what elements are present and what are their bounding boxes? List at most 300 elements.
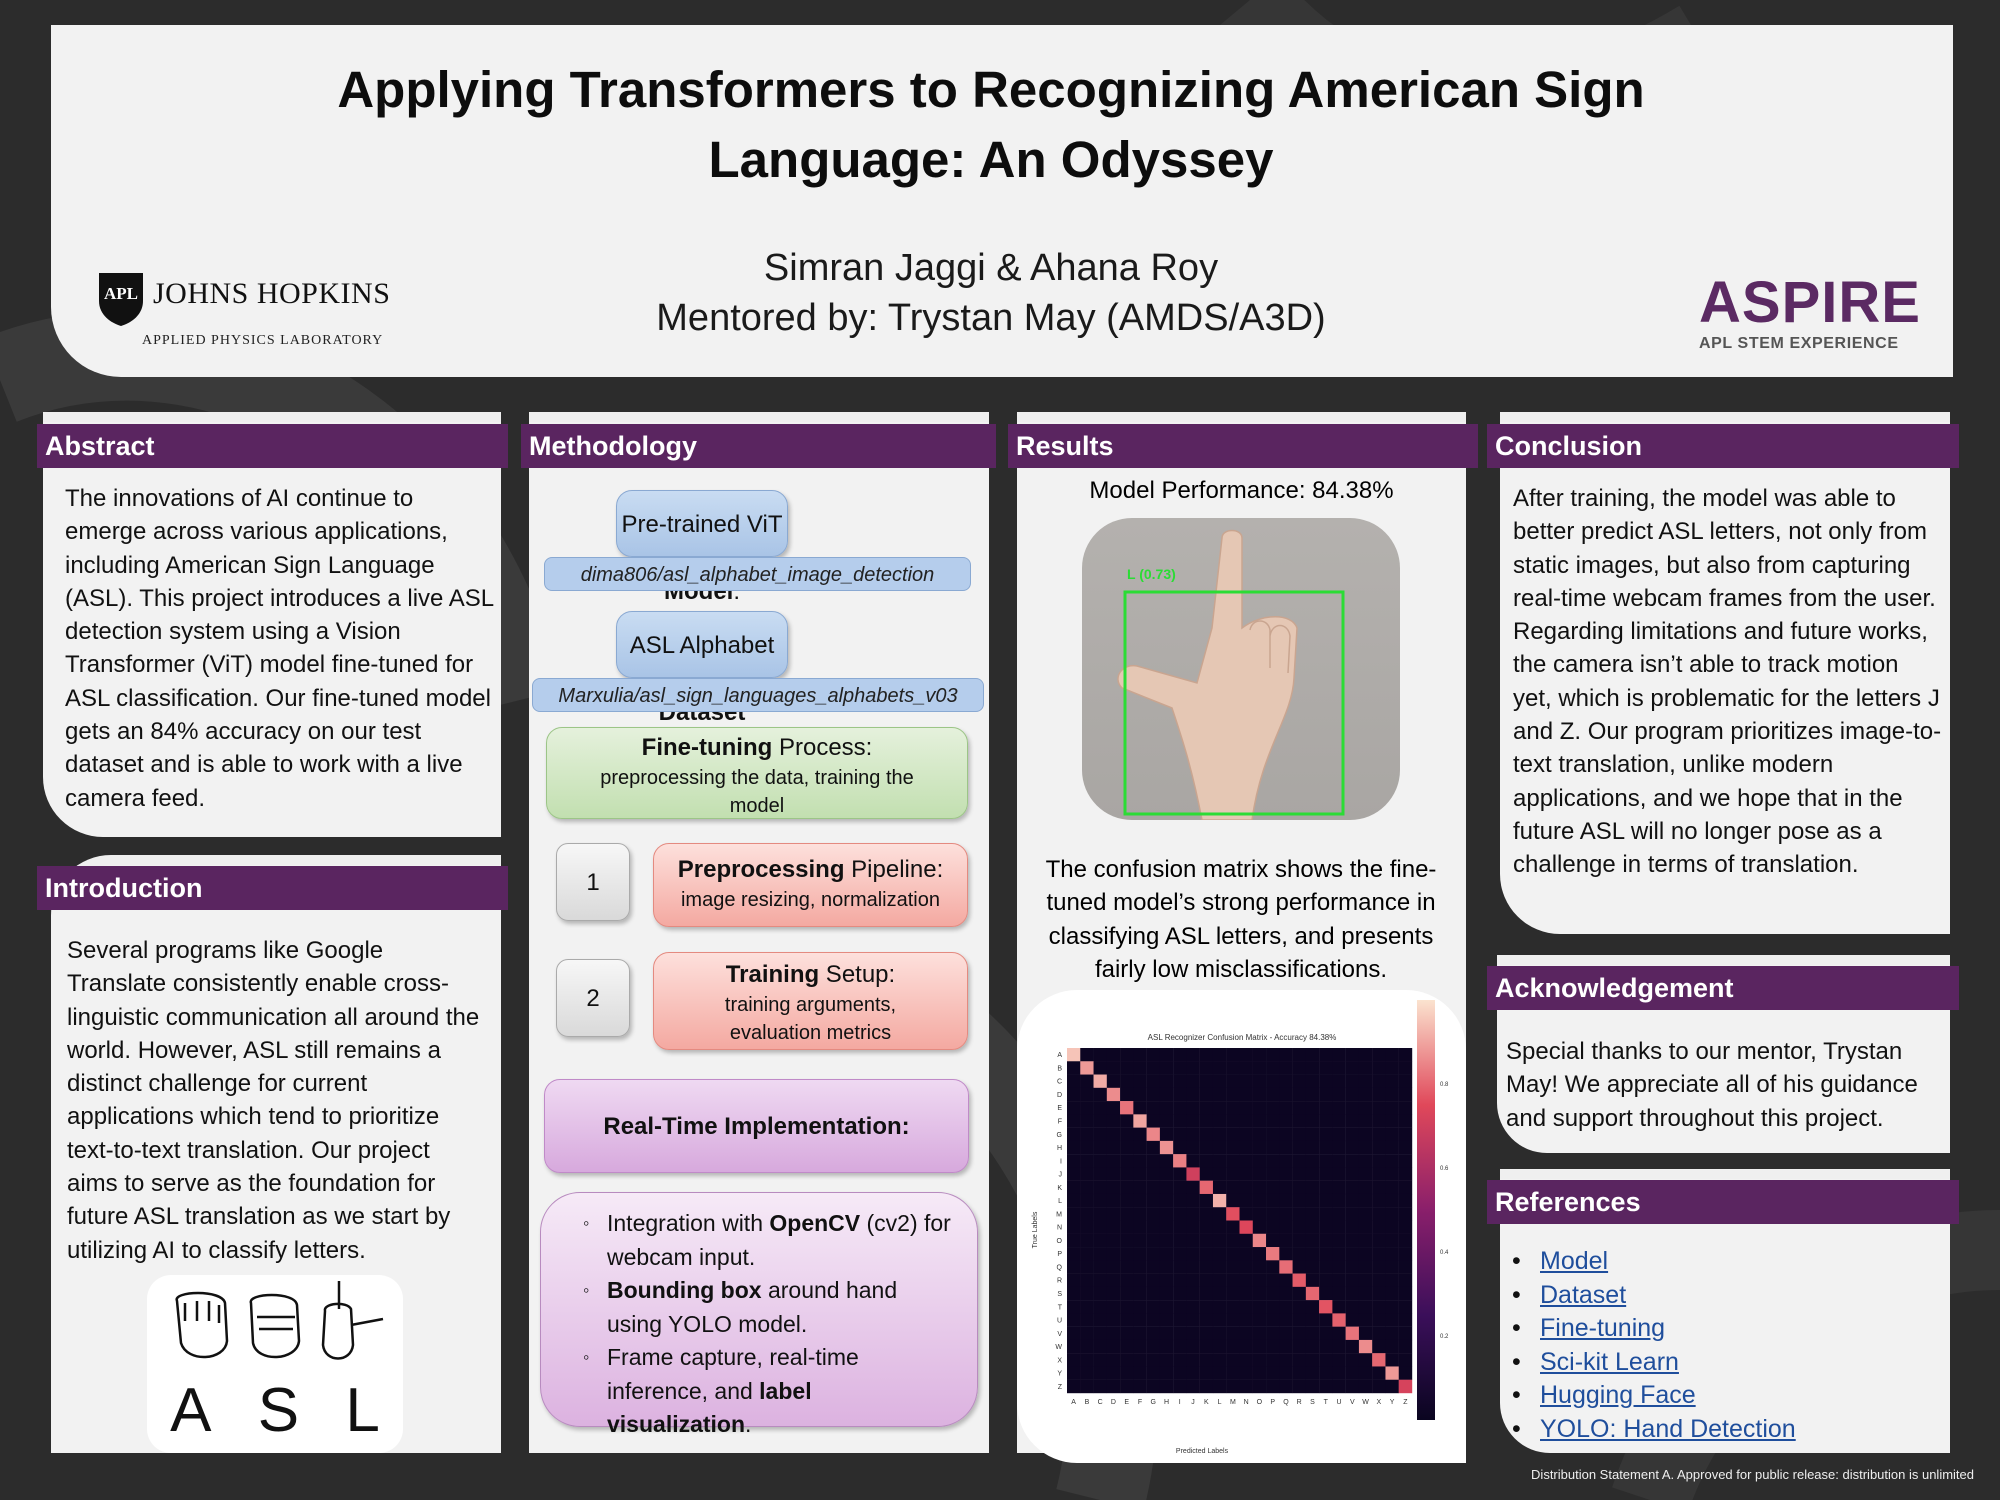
cm-cell xyxy=(1240,1366,1253,1379)
cm-cell xyxy=(1094,1061,1107,1074)
cm-cell xyxy=(1253,1274,1266,1287)
cm-cell xyxy=(1133,1300,1146,1313)
cm-cell xyxy=(1385,1313,1398,1326)
abstract-text: The innovations of AI continue to emerge across various applications, including American Sign Language (ASL). This project introduces a live ASL detection system using a Vision Transformer (ViT) model fine-tuned for ASL classification. Our fine-tuned model gets an 84% accuracy on our test dataset and is able to work with a live camera feed. xyxy=(65,485,494,812)
cm-x-tick: T xyxy=(1323,1399,1328,1406)
cm-cell xyxy=(1319,1167,1332,1180)
cm-cell xyxy=(1253,1167,1266,1180)
cm-cell xyxy=(1133,1340,1146,1353)
cm-cell xyxy=(1266,1221,1279,1234)
cm-cell xyxy=(1226,1260,1239,1273)
cm-cell xyxy=(1120,1234,1133,1247)
cm-cell xyxy=(1346,1366,1359,1379)
cm-cell xyxy=(1306,1221,1319,1234)
cm-cell xyxy=(1240,1260,1253,1273)
cm-cell xyxy=(1253,1061,1266,1074)
cm-cell xyxy=(1173,1234,1186,1247)
results-caption: The confusion matrix shows the fine-tuned model’s strong performance in classifying ASL letters, and presents fairly low misclassifications. xyxy=(1045,856,1437,983)
cm-cell xyxy=(1253,1194,1266,1207)
cm-cell xyxy=(1279,1260,1292,1273)
cm-cell xyxy=(1160,1048,1173,1061)
cm-cell xyxy=(1266,1366,1279,1379)
cm-cell xyxy=(1186,1380,1199,1393)
cm-cell xyxy=(1200,1327,1213,1340)
realtime-bullets xyxy=(581,1207,957,1442)
cm-cell xyxy=(1359,1048,1372,1061)
section-heading-conclusion: Conclusion xyxy=(1487,424,1959,468)
cm-cell xyxy=(1160,1380,1173,1393)
cm-cell xyxy=(1372,1274,1385,1287)
cm-y-tick: W xyxy=(1055,1344,1062,1352)
cm-cell xyxy=(1173,1313,1186,1326)
bullet-opencv xyxy=(581,1207,957,1274)
cm-cell xyxy=(1372,1287,1385,1300)
cm-cell xyxy=(1200,1167,1213,1180)
cm-cell xyxy=(1120,1380,1133,1393)
cm-y-tick: D xyxy=(1056,1091,1062,1099)
jhu-name: JOHNS HOPKINS xyxy=(153,277,391,310)
cm-cell xyxy=(1385,1075,1398,1088)
asl-letter-l: L xyxy=(345,1376,380,1445)
colorbar-tick: 0.6 xyxy=(1440,1166,1449,1172)
cm-cell xyxy=(1147,1048,1160,1061)
cm-cell xyxy=(1067,1128,1080,1141)
ref-item xyxy=(1500,1379,1796,1413)
cm-cell xyxy=(1133,1247,1146,1260)
cm-cell xyxy=(1332,1088,1345,1101)
cm-cell xyxy=(1279,1167,1292,1180)
cm-cell xyxy=(1107,1234,1120,1247)
cm-cell xyxy=(1240,1313,1253,1326)
cm-cell xyxy=(1399,1167,1412,1180)
cm-cell xyxy=(1200,1061,1213,1074)
cm-cell xyxy=(1147,1313,1160,1326)
cm-x-tick: O xyxy=(1256,1399,1263,1406)
cm-cell xyxy=(1133,1075,1146,1088)
cm-cell xyxy=(1240,1048,1253,1061)
authors: Simran Jaggi & Ahana Roy xyxy=(763,247,1219,289)
cm-cell xyxy=(1094,1101,1107,1114)
cm-cell xyxy=(1266,1154,1279,1167)
cm-cell xyxy=(1372,1114,1385,1127)
cm-cell xyxy=(1213,1287,1226,1300)
cm-cell xyxy=(1266,1300,1279,1313)
cm-x-tick: F xyxy=(1137,1399,1143,1406)
cm-cell xyxy=(1080,1101,1093,1114)
cm-cell xyxy=(1120,1207,1133,1220)
pretrained-model-box xyxy=(616,490,788,557)
cm-cell xyxy=(1266,1114,1279,1127)
cm-cell xyxy=(1359,1128,1372,1141)
cm-cell xyxy=(1173,1366,1186,1379)
cm-cell xyxy=(1253,1313,1266,1326)
cm-cell xyxy=(1160,1114,1173,1127)
cm-cell xyxy=(1147,1194,1160,1207)
cm-cell xyxy=(1359,1194,1372,1207)
cm-cell xyxy=(1200,1221,1213,1234)
cm-cell xyxy=(1266,1061,1279,1074)
cm-cell xyxy=(1293,1101,1306,1114)
cm-cell xyxy=(1385,1128,1398,1141)
cm-cell xyxy=(1359,1207,1372,1220)
cm-cell xyxy=(1306,1154,1319,1167)
cm-cell xyxy=(1107,1313,1120,1326)
cm-cell xyxy=(1226,1353,1239,1366)
cm-cell xyxy=(1120,1247,1133,1260)
cm-cell xyxy=(1240,1061,1253,1074)
cm-x-tick: U xyxy=(1336,1399,1342,1406)
cm-cell xyxy=(1253,1075,1266,1088)
cm-cell xyxy=(1173,1048,1186,1061)
shield-text: APL xyxy=(104,284,138,303)
cm-cell xyxy=(1332,1260,1345,1273)
cm-cell xyxy=(1226,1380,1239,1393)
cm-cell xyxy=(1399,1221,1412,1234)
cm-cell xyxy=(1147,1207,1160,1220)
cm-cell xyxy=(1319,1101,1332,1114)
cm-cell xyxy=(1372,1353,1385,1366)
cm-cell xyxy=(1107,1380,1120,1393)
cm-cell xyxy=(1399,1194,1412,1207)
cm-cell xyxy=(1107,1247,1120,1260)
cm-cell xyxy=(1279,1154,1292,1167)
cm-cell xyxy=(1332,1340,1345,1353)
cm-cell xyxy=(1226,1274,1239,1287)
cm-cell xyxy=(1186,1167,1199,1180)
cm-cell xyxy=(1080,1366,1093,1379)
cm-cell xyxy=(1173,1061,1186,1074)
cm-cell xyxy=(1160,1207,1173,1220)
cm-cell xyxy=(1293,1221,1306,1234)
cm-cell xyxy=(1094,1194,1107,1207)
cm-y-tick: P xyxy=(1057,1251,1062,1259)
cm-cell xyxy=(1240,1141,1253,1154)
cm-cell xyxy=(1107,1088,1120,1101)
cm-cell xyxy=(1319,1088,1332,1101)
ref-link-model[interactable]: Model xyxy=(1540,1247,1609,1275)
cm-cell xyxy=(1385,1366,1398,1379)
cm-cell xyxy=(1385,1167,1398,1180)
cm-cell xyxy=(1266,1075,1279,1088)
cm-cell xyxy=(1399,1048,1412,1061)
cm-cell xyxy=(1385,1300,1398,1313)
cm-cell xyxy=(1067,1048,1080,1061)
bullet-frame-capture xyxy=(581,1341,957,1442)
cm-y-tick: R xyxy=(1056,1277,1062,1285)
cm-cell xyxy=(1200,1141,1213,1154)
cm-cell xyxy=(1147,1181,1160,1194)
cm-cell xyxy=(1160,1088,1173,1101)
cm-cell xyxy=(1293,1327,1306,1340)
cm-cell xyxy=(1359,1221,1372,1234)
cm-cell xyxy=(1359,1141,1372,1154)
methodology-panel xyxy=(529,412,989,1453)
cm-cell xyxy=(1173,1181,1186,1194)
cm-cell xyxy=(1253,1234,1266,1247)
cm-cell xyxy=(1173,1247,1186,1260)
cm-cell xyxy=(1067,1313,1080,1326)
cm-x-tick: P xyxy=(1270,1399,1276,1406)
cm-y-tick: Z xyxy=(1057,1383,1062,1391)
cm-cell xyxy=(1094,1260,1107,1273)
cm-cell xyxy=(1372,1300,1385,1313)
cm-cell xyxy=(1372,1366,1385,1379)
cm-cell xyxy=(1094,1247,1107,1260)
cm-cell xyxy=(1213,1300,1226,1313)
cm-cell xyxy=(1359,1075,1372,1088)
cm-cell xyxy=(1200,1287,1213,1300)
cm-cell xyxy=(1186,1154,1199,1167)
cm-cell xyxy=(1332,1075,1345,1088)
cm-cell xyxy=(1173,1167,1186,1180)
ref-link-fine-tuning[interactable]: Fine-tuning xyxy=(1540,1314,1666,1342)
cm-cell xyxy=(1293,1313,1306,1326)
cm-cell xyxy=(1332,1207,1345,1220)
cm-cell xyxy=(1133,1380,1146,1393)
cm-cell xyxy=(1107,1221,1120,1234)
cm-cell xyxy=(1399,1234,1412,1247)
cm-cell xyxy=(1080,1260,1093,1273)
cm-cell xyxy=(1372,1101,1385,1114)
aspire-logo xyxy=(1699,270,1939,353)
ref-item xyxy=(1500,1413,1796,1447)
cm-cell xyxy=(1279,1114,1292,1127)
cm-cell xyxy=(1385,1061,1398,1074)
cm-cell xyxy=(1319,1300,1332,1313)
cm-cell xyxy=(1399,1247,1412,1260)
cm-cell xyxy=(1253,1048,1266,1061)
cm-cell xyxy=(1346,1088,1359,1101)
cm-cell xyxy=(1306,1340,1319,1353)
cm-cell xyxy=(1160,1167,1173,1180)
cm-cell xyxy=(1213,1380,1226,1393)
cm-cell xyxy=(1120,1287,1133,1300)
cm-cell xyxy=(1346,1380,1359,1393)
chart-ylabel: True Labels xyxy=(1032,1211,1039,1249)
cm-cell xyxy=(1120,1194,1133,1207)
cm-cell xyxy=(1080,1274,1093,1287)
ref-link-hugging-face[interactable]: Hugging Face xyxy=(1540,1381,1696,1409)
cm-cell xyxy=(1080,1048,1093,1061)
cm-cell xyxy=(1186,1181,1199,1194)
cm-cell xyxy=(1253,1207,1266,1220)
confusion-matrix-chart xyxy=(1017,990,1466,1463)
cm-cell xyxy=(1306,1247,1319,1260)
abstract-panel xyxy=(43,412,501,837)
cm-cell xyxy=(1067,1154,1080,1167)
cm-x-tick: Q xyxy=(1283,1399,1289,1406)
cm-cell xyxy=(1279,1128,1292,1141)
cm-x-tick: J xyxy=(1191,1399,1195,1406)
cm-cell xyxy=(1253,1353,1266,1366)
cm-cell xyxy=(1359,1287,1372,1300)
cm-y-tick: I xyxy=(1060,1158,1062,1166)
cm-cell xyxy=(1107,1287,1120,1300)
cm-cell xyxy=(1226,1128,1239,1141)
cm-cell xyxy=(1213,1194,1226,1207)
cm-cell xyxy=(1240,1287,1253,1300)
cm-cell xyxy=(1293,1287,1306,1300)
cm-cell xyxy=(1133,1327,1146,1340)
cm-cell xyxy=(1319,1340,1332,1353)
cm-cell xyxy=(1240,1207,1253,1220)
cm-cell xyxy=(1120,1167,1133,1180)
ref-link-scikit-learn[interactable]: Sci-kit Learn xyxy=(1540,1347,1679,1376)
cm-cell xyxy=(1160,1247,1173,1260)
cm-cell xyxy=(1160,1274,1173,1287)
cm-cell xyxy=(1385,1194,1398,1207)
cm-cell xyxy=(1160,1061,1173,1074)
cm-cell xyxy=(1213,1247,1226,1260)
cm-cell xyxy=(1240,1128,1253,1141)
cm-cell xyxy=(1160,1327,1173,1340)
cm-cell xyxy=(1200,1181,1213,1194)
b1-bold: OpenCV xyxy=(769,1210,861,1236)
cm-cell xyxy=(1213,1114,1226,1127)
cm-y-tick: F xyxy=(1057,1118,1062,1126)
cm-cell xyxy=(1213,1327,1226,1340)
realtime-title: Real-Time Implementation: xyxy=(603,1113,910,1140)
hand-l-icon xyxy=(1082,518,1400,820)
title-line-1: Applying Transformers to Recognizing American Sign xyxy=(337,61,1645,118)
cm-cell xyxy=(1306,1234,1319,1247)
cm-cell xyxy=(1213,1274,1226,1287)
cm-x-tick: D xyxy=(1110,1399,1116,1406)
cm-cell xyxy=(1213,1353,1226,1366)
cm-cell xyxy=(1226,1048,1239,1061)
cm-x-tick: L xyxy=(1217,1399,1222,1406)
ref-link-dataset[interactable]: Dataset xyxy=(1540,1280,1627,1309)
cm-cell xyxy=(1266,1380,1279,1393)
cm-cell xyxy=(1213,1221,1226,1234)
cm-cell xyxy=(1319,1114,1332,1127)
cm-cell xyxy=(1147,1221,1160,1234)
cm-cell xyxy=(1107,1353,1120,1366)
cm-cell xyxy=(1319,1128,1332,1141)
cm-y-tick: H xyxy=(1056,1145,1062,1153)
cm-cell xyxy=(1186,1340,1199,1353)
cm-cell xyxy=(1133,1101,1146,1114)
cm-cell xyxy=(1226,1154,1239,1167)
cm-cell xyxy=(1094,1207,1107,1220)
cm-cell xyxy=(1226,1287,1239,1300)
cm-cell xyxy=(1319,1313,1332,1326)
cm-cell xyxy=(1120,1340,1133,1353)
cm-cell xyxy=(1067,1366,1080,1379)
cm-cell xyxy=(1279,1380,1292,1393)
cm-cell xyxy=(1306,1101,1319,1114)
cm-cell xyxy=(1147,1274,1160,1287)
cm-cell xyxy=(1107,1194,1120,1207)
cm-cell xyxy=(1306,1141,1319,1154)
cm-cell xyxy=(1107,1128,1120,1141)
cm-cell xyxy=(1107,1141,1120,1154)
cm-cell xyxy=(1385,1048,1398,1061)
asl-hands-icon xyxy=(147,1281,403,1381)
chart-title: ASL Recognizer Confusion Matrix - Accuracy 84.38% xyxy=(1147,1033,1337,1042)
cm-cell xyxy=(1399,1181,1412,1194)
training-subtitle: training arguments, evaluation metrics xyxy=(724,994,897,1044)
cm-y-tick: G xyxy=(1056,1131,1062,1139)
cm-cell xyxy=(1319,1380,1332,1393)
cm-cell xyxy=(1200,1194,1213,1207)
cm-cell xyxy=(1399,1274,1412,1287)
cm-cell xyxy=(1094,1048,1107,1061)
cm-cell xyxy=(1385,1234,1398,1247)
cm-cell xyxy=(1385,1141,1398,1154)
cm-cell xyxy=(1346,1101,1359,1114)
conclusion-text: After training, the model was able to better predict ASL letters, not only from static images, but also from capturing real-time webcam frames from the user. Regarding limitations and future works, the camera isn’t able to track motion yet, which is problematic for the letters J and Z. Our program prioritizes image-to-text translation, unlike modern applications, and we hope that in the future ASL will no longer pose as a challenge in terms of translation. xyxy=(1513,485,1942,879)
cm-cell xyxy=(1213,1128,1226,1141)
b2-bold: Bounding box xyxy=(607,1277,762,1303)
cm-cell xyxy=(1160,1313,1173,1326)
cm-cell xyxy=(1120,1088,1133,1101)
cm-cell xyxy=(1346,1061,1359,1074)
cm-cell xyxy=(1200,1353,1213,1366)
b3-pre: Frame capture, real-time inference, and xyxy=(607,1344,859,1404)
cm-cell xyxy=(1372,1234,1385,1247)
ref-link-yolo[interactable]: YOLO: Hand Detection xyxy=(1540,1414,1796,1443)
cm-cell xyxy=(1332,1287,1345,1300)
cm-cell xyxy=(1240,1101,1253,1114)
cm-cell xyxy=(1107,1061,1120,1074)
cm-cell xyxy=(1306,1300,1319,1313)
cm-cell xyxy=(1147,1075,1160,1088)
cm-cell xyxy=(1080,1128,1093,1141)
cm-cell xyxy=(1332,1274,1345,1287)
preprocessing-post: Pipeline: xyxy=(844,856,944,883)
cm-y-tick: Y xyxy=(1057,1370,1062,1378)
cm-cell xyxy=(1293,1247,1306,1260)
cm-cell xyxy=(1107,1167,1120,1180)
cm-cell xyxy=(1067,1353,1080,1366)
cm-cell xyxy=(1399,1380,1412,1393)
cm-cell xyxy=(1399,1327,1412,1340)
cm-cell xyxy=(1120,1366,1133,1379)
cm-cell xyxy=(1346,1141,1359,1154)
cm-cell xyxy=(1346,1221,1359,1234)
cm-cell xyxy=(1226,1234,1239,1247)
cm-cell xyxy=(1372,1181,1385,1194)
cm-cell xyxy=(1213,1340,1226,1353)
cm-y-tick: S xyxy=(1057,1290,1062,1298)
cm-cell xyxy=(1266,1048,1279,1061)
cm-cell xyxy=(1346,1048,1359,1061)
cm-cell xyxy=(1399,1128,1412,1141)
cm-cell xyxy=(1120,1114,1133,1127)
title-line-2: Language: An Odyssey xyxy=(708,131,1274,188)
cm-cell xyxy=(1107,1114,1120,1127)
finetuning-box xyxy=(546,727,968,819)
cm-cell xyxy=(1306,1061,1319,1074)
cm-cell xyxy=(1279,1366,1292,1379)
cm-cell xyxy=(1067,1061,1080,1074)
cm-cell xyxy=(1346,1154,1359,1167)
cm-cell xyxy=(1186,1260,1199,1273)
cm-cell xyxy=(1226,1221,1239,1234)
cm-cell xyxy=(1186,1061,1199,1074)
cm-cell xyxy=(1266,1353,1279,1366)
cm-cell xyxy=(1293,1380,1306,1393)
cm-cell xyxy=(1319,1247,1332,1260)
cm-cell xyxy=(1319,1274,1332,1287)
preprocessing-box xyxy=(653,843,968,927)
cm-cell xyxy=(1094,1300,1107,1313)
cm-cell xyxy=(1266,1167,1279,1180)
cm-cell xyxy=(1319,1327,1332,1340)
cm-cell xyxy=(1094,1128,1107,1141)
cm-cell xyxy=(1213,1207,1226,1220)
